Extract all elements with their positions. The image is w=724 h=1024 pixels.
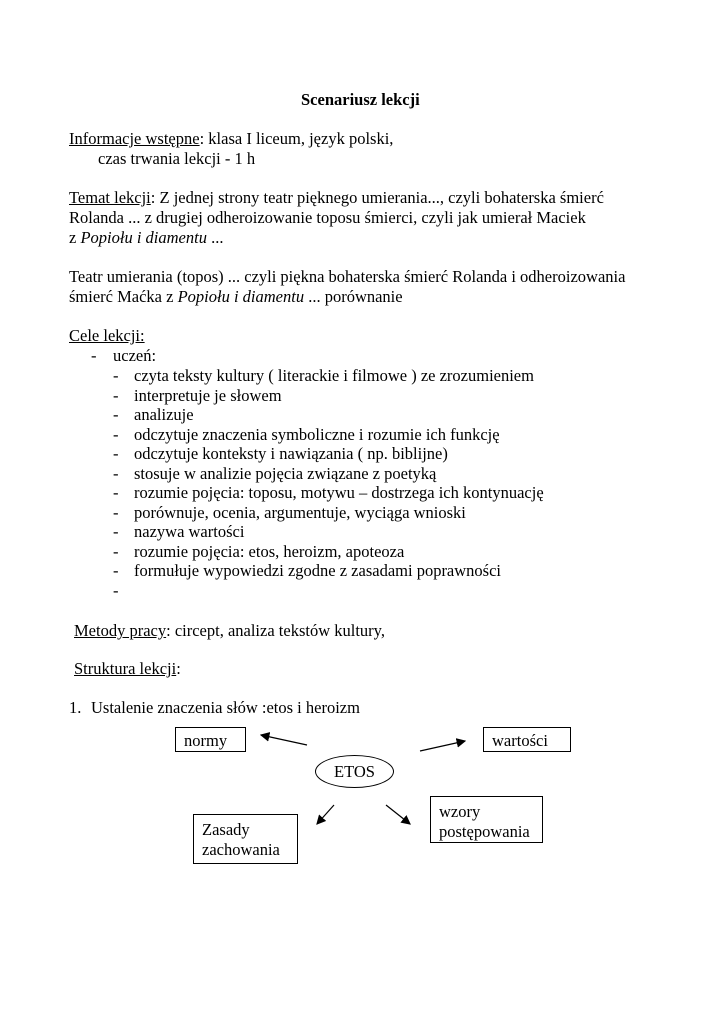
goals-dash: - — [91, 346, 97, 365]
goal-item-dash: - — [113, 444, 119, 463]
goal-item-dash: - — [113, 483, 119, 502]
goal-item-dash: - — [113, 502, 119, 522]
node-wartosci-label: wartości — [492, 731, 548, 750]
node-wzory — [430, 796, 543, 843]
page-title: Scenariusz lekcji — [301, 90, 420, 109]
para-line-2-suffix: ... porównanie — [304, 287, 403, 306]
goal-item-dash: - — [113, 541, 119, 561]
goal-item: odczytuje znaczenia symboliczne i rozumie ich funkcję — [134, 424, 500, 444]
topic-label: Temat lekcji — [69, 188, 151, 207]
goal-item-dash: - — [113, 424, 119, 444]
goal-item-dash: - — [113, 366, 119, 385]
goal-item: czyta teksty kultury ( literackie i filmowe ) ze zrozumieniem — [134, 366, 534, 385]
node-zasady-label-1: Zasady — [202, 820, 250, 839]
node-normy — [175, 727, 246, 752]
para-work-title: Popiołu i diamentu — [177, 287, 305, 306]
para-line-2-prefix: śmierć Maćka z — [69, 287, 178, 306]
topic-line-2: Rolanda ... z drugiej odheroizowanie toposu śmierci, czyli jak umierał Maciek — [69, 208, 586, 227]
structure-colon: : — [176, 659, 181, 678]
topic-text: : Z jednej strony teatr pięknego umierania..., czyli bohaterska śmierć — [150, 188, 604, 207]
step-1-text: Ustalenie znaczenia słów :etos i heroizm — [91, 698, 360, 717]
step-1-number: 1. — [69, 698, 82, 717]
node-wzory-label-2: postępowania — [439, 822, 530, 841]
goal-item: nazywa wartości — [134, 522, 245, 541]
goals-student: uczeń: — [113, 346, 157, 365]
methods-text: : circept, analiza tekstów kultury, — [166, 621, 385, 640]
intro-line: Informacje wstępne: klasa I liceum, język polski, — [69, 129, 394, 148]
node-etos-label: ETOS — [334, 762, 375, 781]
goal-item-dash: - — [113, 561, 119, 580]
arrow-to-wzory — [386, 805, 410, 824]
para-line-1: Teatr umierania (topos) ... czyli piękna bohaterska śmierć Rolanda i odheroizowania — [69, 267, 626, 286]
topic-line-3-suffix: ... — [206, 228, 224, 247]
node-wartosci — [483, 727, 571, 752]
arrow-to-wartosci — [420, 741, 465, 751]
goal-item: rozumie pojęcia: etos, heroizm, apoteoza — [134, 541, 405, 561]
structure-label: Struktura lekcji — [74, 659, 177, 678]
goal-item-dash: - — [113, 385, 119, 405]
goal-item-dash: - — [113, 463, 119, 483]
goal-item-dash: - — [113, 405, 119, 424]
goal-item: odczytuje konteksty i nawiązania ( np. biblijne) — [134, 444, 448, 463]
goal-item: formułuje wypowiedzi zgodne z zasadami poprawności — [134, 561, 502, 580]
intro-text: klasa I liceum, język polski, — [204, 129, 394, 148]
goal-item: rozumie pojęcia: toposu, motywu – dostrzega ich kontynuację — [134, 483, 544, 502]
intro-label: Informacje wstępne — [69, 129, 200, 148]
node-wzory-label-1: wzory — [439, 802, 481, 821]
topic-line-3-prefix: z — [69, 228, 81, 247]
goal-item: interpretuje je słowem — [134, 385, 282, 405]
goal-item-dash: - — [113, 580, 119, 600]
topic-work-title: Popiołu i diamentu — [80, 228, 207, 247]
intro-duration: czas trwania lekcji - 1 h — [98, 149, 256, 168]
goal-item: porównuje, ocenia, argumentuje, wyciąga wnioski — [134, 502, 466, 522]
arrow-to-zasady — [317, 805, 334, 824]
goal-item-dash: - — [113, 522, 119, 541]
node-normy-label: normy — [184, 731, 228, 750]
node-zasady-label-2: zachowania — [202, 840, 280, 859]
arrow-to-normy — [261, 735, 307, 745]
node-zasady — [193, 814, 298, 864]
goal-item: analizuje — [134, 405, 194, 424]
methods-label: Metody pracy — [74, 621, 167, 640]
goal-item: stosuje w analizie pojęcia związane z poetyką — [134, 463, 437, 483]
goals-label: Cele lekcji: — [69, 326, 145, 345]
